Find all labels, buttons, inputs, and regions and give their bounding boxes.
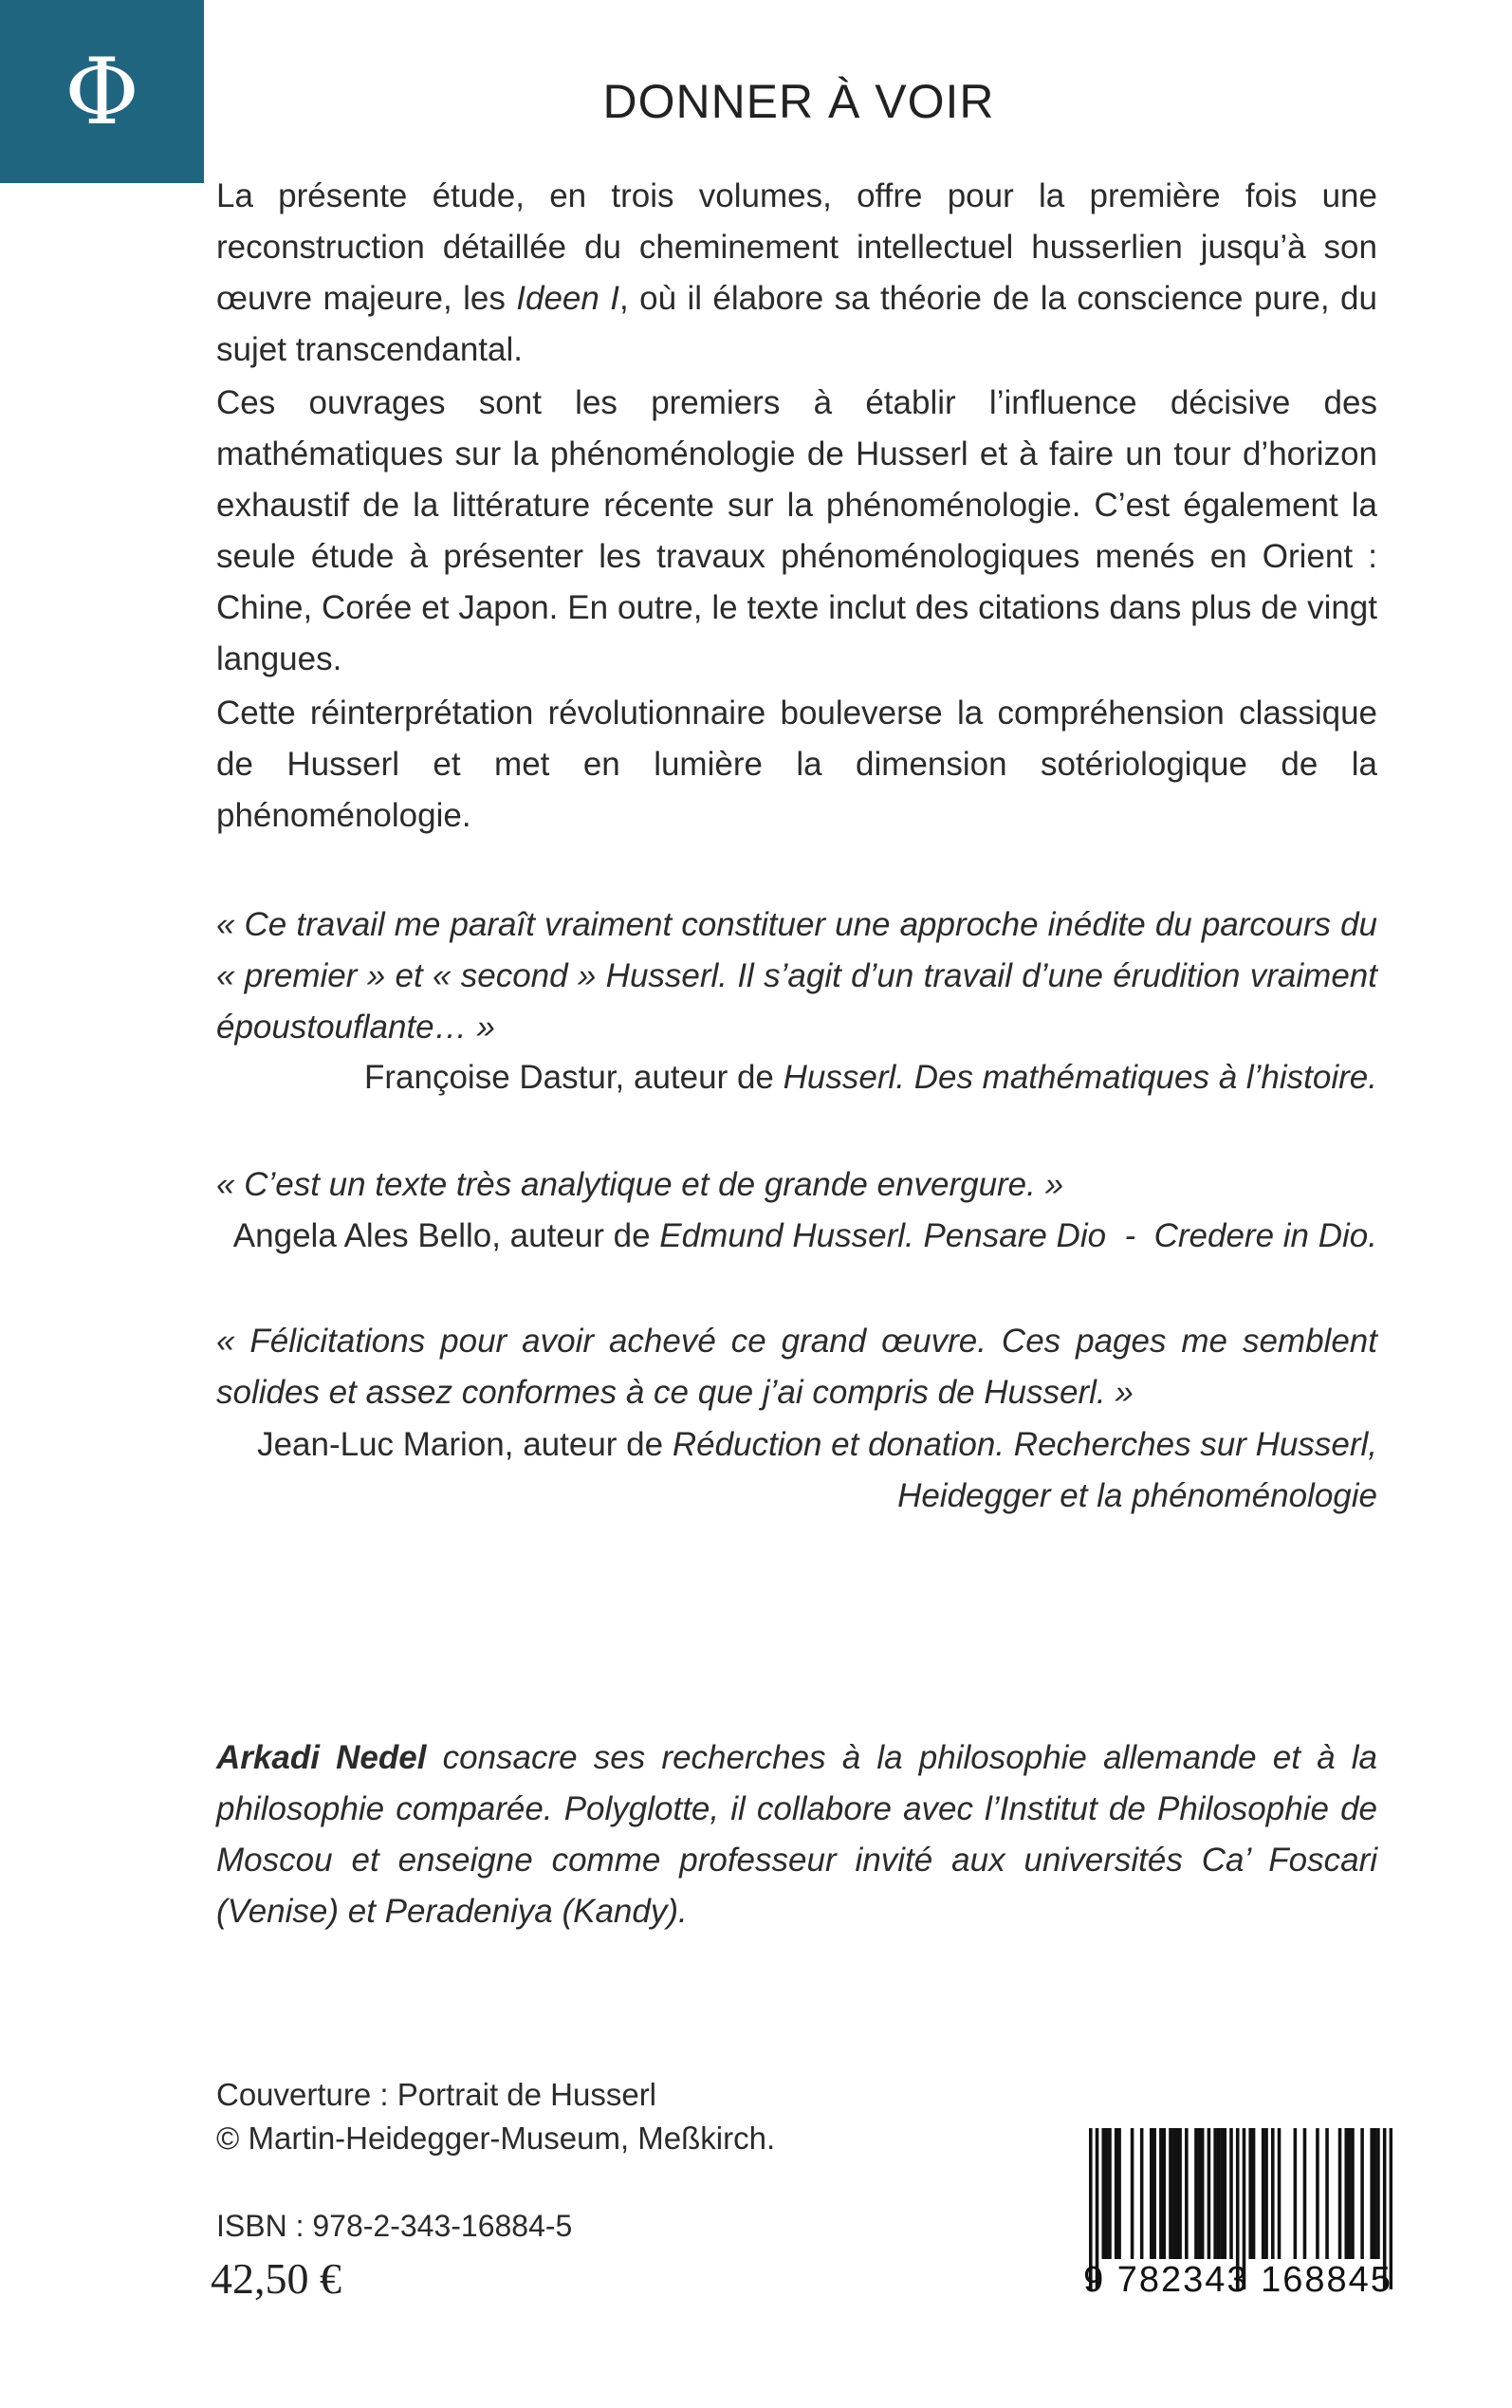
quote-1-text: « Ce travail me paraît vraiment constituer une approche inédite du parcours du « premier » et « second » Husserl. Il s’agit d’un travail d’une érudition vraiment époustouflante… »: [216, 906, 1377, 1046]
barcode-bar: [1169, 2128, 1172, 2259]
barcode-bar: [1374, 2128, 1377, 2259]
barcode-bar: [1201, 2128, 1205, 2259]
quote-1-attribution: [216, 1052, 1377, 1103]
quote-2-attribution: [216, 1211, 1377, 1262]
barcode-bar: [1140, 2128, 1144, 2259]
quote-1-work: Husserl. Des mathématiques à l’histoire.: [783, 1059, 1377, 1096]
barcode-bar: [1208, 2128, 1211, 2259]
barcode-bar: [1223, 2128, 1226, 2259]
barcode-bar: [1175, 2128, 1179, 2259]
barcode-bar: [1262, 2128, 1265, 2259]
barcode-bar: [1264, 2128, 1268, 2259]
barcode-bar: [1271, 2128, 1275, 2259]
quote-2-author: Angela Ales Bello, auteur de: [232, 1217, 660, 1254]
barcode-bar: [1117, 2128, 1121, 2259]
blurb-p1-end: , où il élabore sa théorie de la conscience pure, du sujet transcendantal.: [216, 280, 1377, 368]
barcode-bar: [1370, 2128, 1374, 2259]
barcode-bar: [1360, 2128, 1364, 2259]
quote-3-author: Jean-Luc Marion, auteur de: [257, 1426, 673, 1463]
author-name: Arkadi Nedel: [216, 1739, 427, 1776]
quote-1-author: Françoise Dastur, auteur de: [364, 1059, 784, 1096]
barcode-bar: [1178, 2128, 1182, 2259]
barcode-bar: [1348, 2128, 1352, 2259]
quote-2: [216, 1159, 1377, 1211]
author-bio-text: consacre ses recherches à la philosophie allemande et à la philosophie comparée. Polyglotte, il collabore avec l’Institut de Philosophie de Moscou et enseigne comme professeur invité aux universités Ca’ Foscari (Venise) et Peradeniya (Kandy).: [216, 1739, 1377, 1930]
blurb-p1-italic: Ideen I: [516, 280, 619, 317]
barcode-bar: [1217, 2128, 1221, 2259]
credits-line-1: Couverture : Portrait de Husserl: [216, 2077, 657, 2112]
barcode-bar: [1162, 2128, 1166, 2259]
book-title: DONNER À VOIR: [602, 75, 995, 128]
blurb-p2-text: Ces ouvrages sont les premiers à établir l’influence décisive des mathématiques sur la phénoménologie de Husserl et à faire un tour d’horizon exhaustif de la littérature récente sur la phénoménologie. C’est également la seule étude à présenter les travaux phénoménologiques menés en Orient : Chine, Corée et Japon. En outre, le texte inclut des citations dans plus de vingt langues.: [216, 384, 1377, 677]
blurb-paragraph-1: [216, 171, 1377, 376]
barcode-bar: [1316, 2128, 1319, 2259]
quote-3-attribution: [216, 1419, 1377, 1522]
quote-2-text: « C’est un texte très analytique et de grande envergure. »: [216, 1166, 1064, 1203]
quote-3-work-line1: Réduction et donation. Recherches sur Husserl,: [672, 1426, 1377, 1463]
quote-3-work-line2: Heidegger et la phénoménologie: [897, 1477, 1377, 1514]
barcode-bar: [1105, 2128, 1109, 2259]
barcode-bar: [1213, 2128, 1217, 2259]
blurb-p3-text: Cette réinterprétation révolutionnaire bouleverse la compréhension classique de Husserl et met en lumière la dimension sotériologique de la phénoménologie.: [216, 695, 1377, 834]
barcode-bar: [1152, 2128, 1156, 2259]
barcode-bar: [1252, 2128, 1256, 2259]
quote-3: [216, 1316, 1377, 1418]
barcode-bar: [1248, 2128, 1252, 2259]
quote-1: [216, 899, 1377, 1053]
isbn-text: ISBN : 978-2-343-16884-5: [216, 2209, 573, 2243]
barcode-bar: [1344, 2128, 1348, 2259]
barcode-bar: [1159, 2128, 1163, 2259]
barcode-bar: [1303, 2128, 1307, 2259]
barcode-bar: [1325, 2128, 1329, 2259]
blurb-paragraph-3: [216, 688, 1377, 842]
barcode-bar: [1338, 2128, 1342, 2259]
barcode-bar: [1351, 2128, 1355, 2259]
barcode-bar: [1294, 2128, 1298, 2259]
barcode-bar: [1229, 2128, 1233, 2259]
barcode-bar: [1198, 2128, 1202, 2259]
barcode-bar: [1101, 2128, 1105, 2259]
phi-logo-icon: Φ: [65, 38, 139, 145]
barcode-bar: [1278, 2128, 1282, 2259]
barcode-bar: [1172, 2128, 1176, 2259]
blurb-paragraph-2: [216, 378, 1377, 685]
quote-2-work: Edmund Husserl. Pensare Dio - Credere in Dio.: [659, 1217, 1377, 1254]
barcode-bar: [1131, 2128, 1134, 2259]
author-bio: [216, 1732, 1377, 1937]
quote-3-text: « Félicitations pour avoir achevé ce grand œuvre. Ces pages me semblent solides et assez conformes à ce que j’ai compris de Husserl. »: [216, 1323, 1377, 1411]
barcode-bar: [1194, 2128, 1198, 2259]
barcode-bar: [1220, 2128, 1224, 2259]
barcode-bar: [1185, 2128, 1189, 2259]
credits-line-2: © Martin-Heidegger-Museum, Meßkirch.: [216, 2121, 776, 2156]
barcode-digits: 9 782343 168845: [1083, 2260, 1392, 2300]
blurb-p1-start: La présente étude, en trois volumes, offre pour la première fois une reconstruction détaillée du cheminement intellectuel husserlien jusqu’à son œuvre majeure, les: [216, 177, 1377, 317]
price: 42,50 €: [211, 2254, 341, 2303]
barcode-bar: [1150, 2128, 1153, 2259]
barcode-bar: [1376, 2128, 1380, 2259]
barcode-bar: [1108, 2128, 1112, 2259]
barcode-bar: [1115, 2128, 1118, 2259]
